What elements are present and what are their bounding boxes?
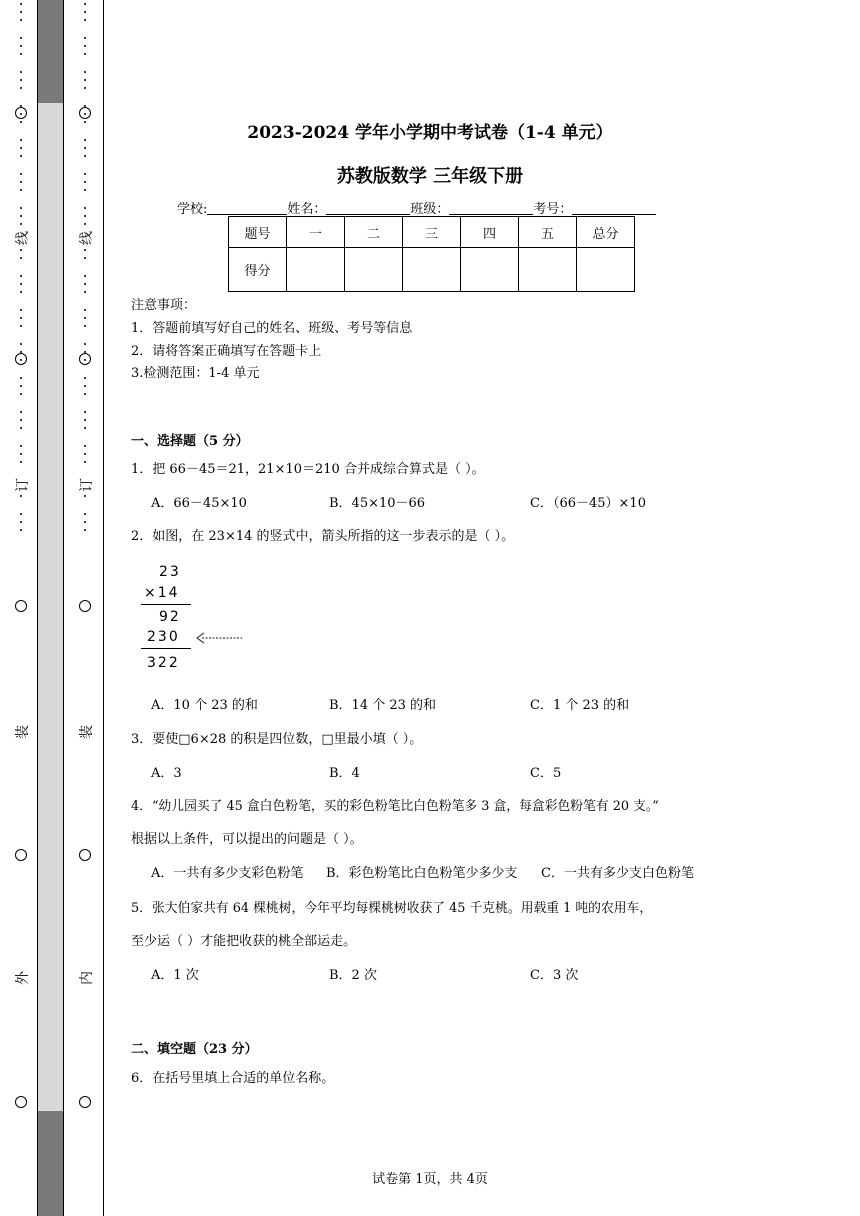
score-cell[interactable] — [577, 248, 635, 292]
binding-dot — [20, 317, 22, 319]
binding-circle — [79, 600, 91, 612]
score-table-header: 总分 — [577, 217, 635, 248]
binding-dot — [20, 411, 22, 413]
binding-dot — [84, 207, 86, 209]
binding-dot — [84, 513, 86, 515]
binding-dot — [20, 3, 22, 5]
note-item: 3.检测范围：1-4 单元 — [131, 366, 260, 381]
note-item: 1．答题前填写好自己的姓名、班级、考号等信息 — [131, 321, 413, 336]
binding-char: 内 — [76, 970, 96, 986]
question-stem: 5．张大伯家共有 64 棵桃树，今年平均每棵桃树收获了 45 千克桃。用载重 1 吨的农用车， — [131, 901, 653, 916]
binding-dot — [84, 249, 86, 251]
binding-dot — [84, 393, 86, 395]
question-stem-cont: 至少运（ ）才能把收获的桃全部运走。 — [131, 934, 357, 949]
page-subtitle: 苏教版数学 三年级下册 — [336, 166, 524, 187]
gray-band — [38, 0, 63, 103]
binding-dot — [84, 79, 86, 81]
binding-circle — [15, 849, 27, 861]
binding-dot — [20, 427, 22, 429]
binding-circle — [79, 849, 91, 861]
binding-circle — [15, 1096, 27, 1108]
binding-circle — [15, 353, 27, 365]
binding-dot — [84, 453, 86, 455]
option-b: B．2 次 — [329, 968, 377, 983]
binding-dot — [84, 461, 86, 463]
class-blank — [449, 202, 533, 215]
binding-dot — [84, 215, 86, 217]
option-a: A．3 — [151, 766, 182, 781]
binding-dot — [20, 385, 22, 387]
option-b: B．14 个 23 的和 — [329, 698, 437, 713]
binding-dot — [20, 521, 22, 523]
binding-dot — [20, 377, 22, 379]
binding-dot — [20, 419, 22, 421]
binding-dot — [20, 393, 22, 395]
class-label: 班级： — [410, 202, 450, 217]
binding-dot — [84, 37, 86, 39]
calc-product: 322 — [147, 655, 180, 671]
binding-dot — [84, 427, 86, 429]
binding-dot — [20, 45, 22, 47]
score-cell[interactable] — [461, 248, 519, 292]
binding-dot — [20, 453, 22, 455]
binding-dot — [20, 215, 22, 217]
binding-circle — [79, 353, 91, 365]
binding-dot — [20, 275, 22, 277]
score-cell[interactable] — [519, 248, 577, 292]
option-a: A．一共有多少支彩色粉笔 — [151, 866, 304, 881]
binding-dot — [84, 147, 86, 149]
binding-dot — [20, 71, 22, 73]
binding-char: 装 — [76, 724, 96, 740]
calc-rule — [141, 604, 191, 605]
name-label: 姓名： — [287, 202, 327, 217]
binding-dot — [84, 529, 86, 531]
binding-dot — [20, 529, 22, 531]
page-footer: 试卷第 1页，共 4页 — [372, 1172, 488, 1187]
binding-dot — [20, 257, 22, 259]
name-blank — [326, 202, 410, 215]
binding-dot — [84, 53, 86, 55]
binding-dot — [84, 257, 86, 259]
binding-dot — [84, 325, 86, 327]
dot-column-inner — [78, 0, 92, 544]
binding-dot — [84, 291, 86, 293]
binding-dot — [20, 155, 22, 157]
option-c: C．5 — [530, 766, 562, 781]
option-a: A．1 次 — [151, 968, 199, 983]
score-table-header: 五 — [519, 217, 577, 248]
school-blank — [207, 202, 287, 215]
calc-partial-1: 92 — [159, 609, 181, 625]
binding-char: 装 — [12, 724, 32, 740]
question-stem: 6．在括号里填上合适的单位名称。 — [131, 1071, 335, 1086]
calc-multiplier: ×14 — [144, 585, 180, 601]
binding-dot — [84, 343, 86, 345]
binding-dot — [84, 283, 86, 285]
section-heading: 二、填空题（23 分） — [131, 1042, 258, 1057]
exam-no-label: 考号： — [533, 202, 573, 217]
score-table-header: 二 — [345, 217, 403, 248]
binding-dot — [20, 189, 22, 191]
option-b: B．彩色粉笔比白色粉笔少多少支 — [326, 866, 518, 881]
binding-dot — [84, 155, 86, 157]
binding-dot — [20, 461, 22, 463]
binding-dot — [84, 87, 86, 89]
binding-dot — [20, 53, 22, 55]
binding-dot — [20, 513, 22, 515]
score-row-label: 得分 — [229, 248, 287, 292]
score-table-header-row — [229, 217, 635, 248]
score-cell[interactable] — [403, 248, 461, 292]
binding-dot — [84, 521, 86, 523]
binding-dot — [84, 45, 86, 47]
exam-no-blank — [572, 202, 656, 215]
binding-dot — [20, 495, 22, 497]
question-stem: 4．“幼儿园买了 45 盒白色粉笔，买的彩色粉笔比白色粉笔多 3 盒，每盒彩色粉笔有 20 支。” — [131, 799, 659, 814]
dot-column-outer — [14, 0, 28, 544]
score-table-header: 四 — [461, 217, 519, 248]
score-table-score-row — [229, 248, 635, 292]
school-label: 学校: — [177, 202, 208, 217]
binding-dot — [84, 3, 86, 5]
binding-dot — [84, 419, 86, 421]
binding-dot — [20, 207, 22, 209]
binding-dot — [20, 309, 22, 311]
binding-dot — [84, 317, 86, 319]
question-stem: 1．把 66－45＝21，21×10＝210 合并成综合算式是（ ）。 — [131, 462, 485, 477]
option-c: C．一共有多少支白色粉笔 — [541, 866, 694, 881]
binding-char: 外 — [12, 970, 32, 986]
notes-heading: 注意事项： — [131, 298, 197, 313]
binding-dot — [20, 445, 22, 447]
page-title: 2023-2024 学年小学期中考试卷（1-4 单元） — [247, 123, 613, 143]
binding-dot — [84, 377, 86, 379]
binding-dot — [20, 87, 22, 89]
option-c: C．（66－45）×10 — [530, 496, 646, 511]
score-cell[interactable] — [287, 248, 345, 292]
score-table — [228, 216, 635, 292]
calc-multiplicand: 23 — [159, 564, 181, 580]
student-info-line — [177, 198, 656, 217]
binding-dot — [20, 19, 22, 21]
question-stem: 2．如图，在 23×14 的竖式中，箭头所指的这一步表示的是（ ）。 — [131, 529, 515, 544]
note-item: 2．请将答案正确填写在答题卡上 — [131, 344, 322, 359]
binding-dot — [84, 385, 86, 387]
binding-dot — [20, 11, 22, 13]
binding-dot — [84, 223, 86, 225]
question-stem-cont: 根据以上条件，可以提出的问题是（ ）。 — [131, 832, 363, 847]
binding-circle — [15, 600, 27, 612]
calc-partial-2: 230 — [147, 629, 180, 645]
binding-dot — [84, 189, 86, 191]
binding-dot — [20, 343, 22, 345]
option-c: C．3 次 — [530, 968, 579, 983]
gray-band — [38, 1111, 63, 1216]
binding-circle — [79, 1096, 91, 1108]
score-table-header: 三 — [403, 217, 461, 248]
binding-char: 订 — [12, 477, 32, 493]
binding-dot — [84, 71, 86, 73]
section-heading: 一、选择题（5 分） — [131, 434, 249, 449]
binding-dot — [20, 249, 22, 251]
binding-char: 线 — [12, 230, 32, 246]
option-b: B．45×10－66 — [329, 496, 426, 511]
binding-dot — [84, 11, 86, 13]
binding-char: 订 — [76, 477, 96, 493]
score-table-header: 题号 — [229, 217, 287, 248]
binding-dot — [84, 495, 86, 497]
binding-dot — [20, 79, 22, 81]
binding-dot — [20, 283, 22, 285]
score-cell[interactable] — [345, 248, 403, 292]
arrow-left-icon — [194, 631, 244, 645]
option-a: A．10 个 23 的和 — [151, 698, 258, 713]
score-table-header: 一 — [287, 217, 345, 248]
binding-dot — [84, 445, 86, 447]
binding-dot — [20, 291, 22, 293]
binding-dot — [20, 37, 22, 39]
option-c: C．1 个 23 的和 — [530, 698, 630, 713]
binding-dot — [84, 309, 86, 311]
binding-dot — [20, 223, 22, 225]
option-a: A．66－45×10 — [151, 496, 247, 511]
binding-dot — [84, 275, 86, 277]
calc-rule — [141, 648, 191, 649]
binding-dot — [84, 19, 86, 21]
option-b: B．4 — [329, 766, 360, 781]
binding-dot — [84, 411, 86, 413]
light-band — [38, 103, 63, 1111]
binding-char: 线 — [76, 230, 96, 246]
binding-dot — [20, 325, 22, 327]
binding-dot — [20, 147, 22, 149]
question-stem: 3．要使□6×28 的积是四位数，□里最小填（ ）。 — [131, 732, 423, 747]
